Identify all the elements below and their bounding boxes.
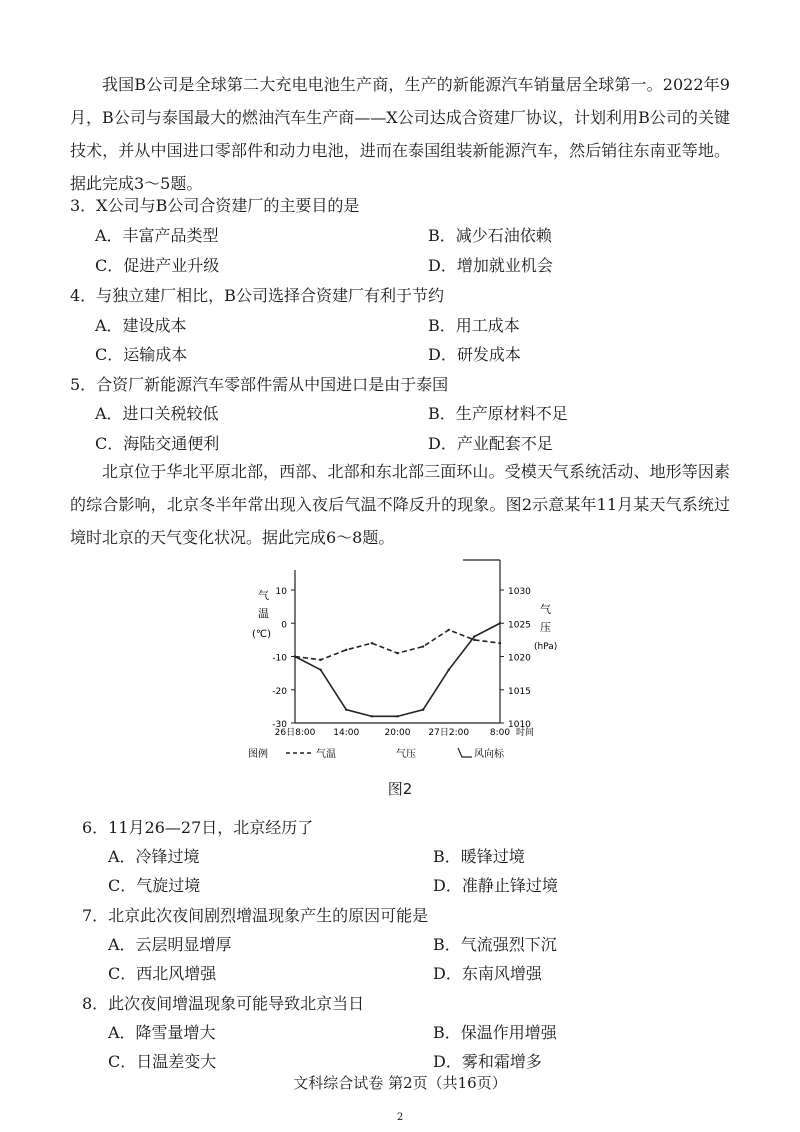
q6-option-b[interactable]: B．暖锋过境 [433,847,525,866]
left-tick-label: 10 [275,587,287,597]
pressure-point [396,715,398,717]
temperature-point [319,659,321,661]
right-tick-label: 1025 [508,620,531,631]
pressure-point [422,709,424,711]
left-tick-label: -10 [272,653,287,664]
pressure-point [294,655,296,657]
wind-barb-icon [458,748,472,757]
temperature-point [499,642,501,644]
right-axis-label-2: 压 [540,621,551,634]
q4-option-b[interactable]: B．用工成本 [428,316,520,335]
q7-option-b[interactable]: B．气流强烈下沉 [433,935,557,954]
q8-option-d[interactable]: D．雾和霜增多 [433,1052,542,1071]
passage-2: 北京位于华北平原北部，西部、北部和东北部三面环山。受模天气系统活动、地形等因素的综合影响，北京冬半年常出现入夜后气温不降反升的现象。图2示意某年11月某天气系统过境时北京的天气变化状况。据此完成6～8题。 [70,462,730,547]
pressure-point [499,622,501,624]
x-tick-label: 8:00 [489,728,511,738]
legend-pressure: 气压 [396,749,416,760]
legend-temp: 气温 [316,749,336,760]
page-number: 2 [396,1112,404,1123]
q5-option-c[interactable]: C．海陆交通便利 [95,434,220,453]
pressure-point [371,715,373,717]
q7-option-c[interactable]: C．西北风增强 [108,964,217,983]
weather-chart [200,555,620,770]
left-tick-label: 0 [281,620,287,631]
right-tick-label: 1020 [508,653,531,664]
pressure-point [473,635,475,637]
question-4-stem: 4．与独立建厂相比，B公司选择合资建厂有利于节约 [70,286,444,305]
q3-option-a[interactable]: A．丰富产品类型 [95,226,219,245]
x-tick-label: 14:00 [333,728,360,738]
pressure-point [319,669,321,671]
x-tick-label: 20:00 [384,728,411,738]
temperature-point [448,629,450,631]
q3-option-d[interactable]: D．增加就业机会 [428,256,553,275]
right-tick-label: 1015 [508,686,531,697]
legend-wind: 风向标 [474,749,504,760]
left-axis-label-3: (℃) [252,629,272,640]
temperature-point [371,642,373,644]
q8-option-a[interactable]: A．降雪量增大 [108,1023,216,1042]
q8-option-c[interactable]: C．日温差变大 [108,1052,217,1071]
left-tick-label: -20 [272,686,287,697]
series-group [294,622,501,718]
temperature-line [295,630,500,660]
legend-title: 图例 [248,749,268,760]
pressure-point [345,709,347,711]
q4-option-c[interactable]: C．运输成本 [95,345,188,364]
q6-option-d[interactable]: D．准静止锋过境 [433,876,558,895]
question-7-stem: 7．北京此次夜间剧烈增温现象产生的原因可能是 [82,906,429,925]
question-5-stem: 5．合资厂新能源汽车零部件需从中国进口是由于泰国 [70,375,449,394]
temperature-point [396,652,398,654]
x-tick-label: 26日8:00 [274,728,316,738]
temperature-point [422,645,424,647]
figure-caption: 图2 [387,780,413,798]
right-tick-label: 1010 [508,720,531,730]
q3-option-c[interactable]: C．促进产业升级 [95,256,220,275]
question-6-stem: 6．11月26—27日，北京经历了 [82,818,314,837]
x-axis-unit: 时间 [516,728,535,738]
page-footer: 文科综合试卷 第2页（共16页） [293,1074,507,1092]
q4-option-d[interactable]: D．研发成本 [428,345,521,364]
left-tick-label: -30 [272,720,287,730]
q6-option-a[interactable]: A．冷锋过境 [108,847,200,866]
question-8-stem: 8．此次夜间增温现象可能导致北京当日 [82,994,365,1013]
q7-option-d[interactable]: D．东南风增强 [433,964,542,983]
question-3-stem: 3．X公司与B公司合资建厂的主要目的是 [70,196,360,215]
q4-option-a[interactable]: A．建设成本 [95,316,187,335]
right-axis-label-1: 气 [540,603,551,616]
q5-option-b[interactable]: B．生产原材料不足 [428,404,568,423]
q3-option-b[interactable]: B．减少石油依赖 [428,226,552,245]
q5-option-d[interactable]: D．产业配套不足 [428,434,553,453]
pressure-point [448,669,450,671]
passage-1: 我国B公司是全球第二大充电电池生产商，生产的新能源汽车销量居全球第一。2022年9月，B公司与泰国最大的燃油汽车生产商——X公司达成合资建厂协议，计划利用B公司的关键技术，并从中国进口零部件和动力电池，进而在泰国组装新能源汽车，然后销往东南亚等地。据此完成3～5题。 [70,75,730,193]
q6-option-c[interactable]: C．气旋过境 [108,876,201,895]
q7-option-a[interactable]: A．云层明显增厚 [108,935,232,954]
x-tick-label: 27日2:00 [428,728,470,738]
q5-option-a[interactable]: A．进口关税较低 [95,404,219,423]
temperature-point [473,639,475,641]
temperature-point [345,649,347,651]
right-tick-label: 1030 [508,587,531,597]
q8-option-b[interactable]: B．保温作用增强 [433,1023,557,1042]
right-axis-label-3: (hPa) [534,642,558,652]
left-axis-label-1: 气 [258,589,269,602]
left-axis-label-2: 温 [258,607,269,620]
